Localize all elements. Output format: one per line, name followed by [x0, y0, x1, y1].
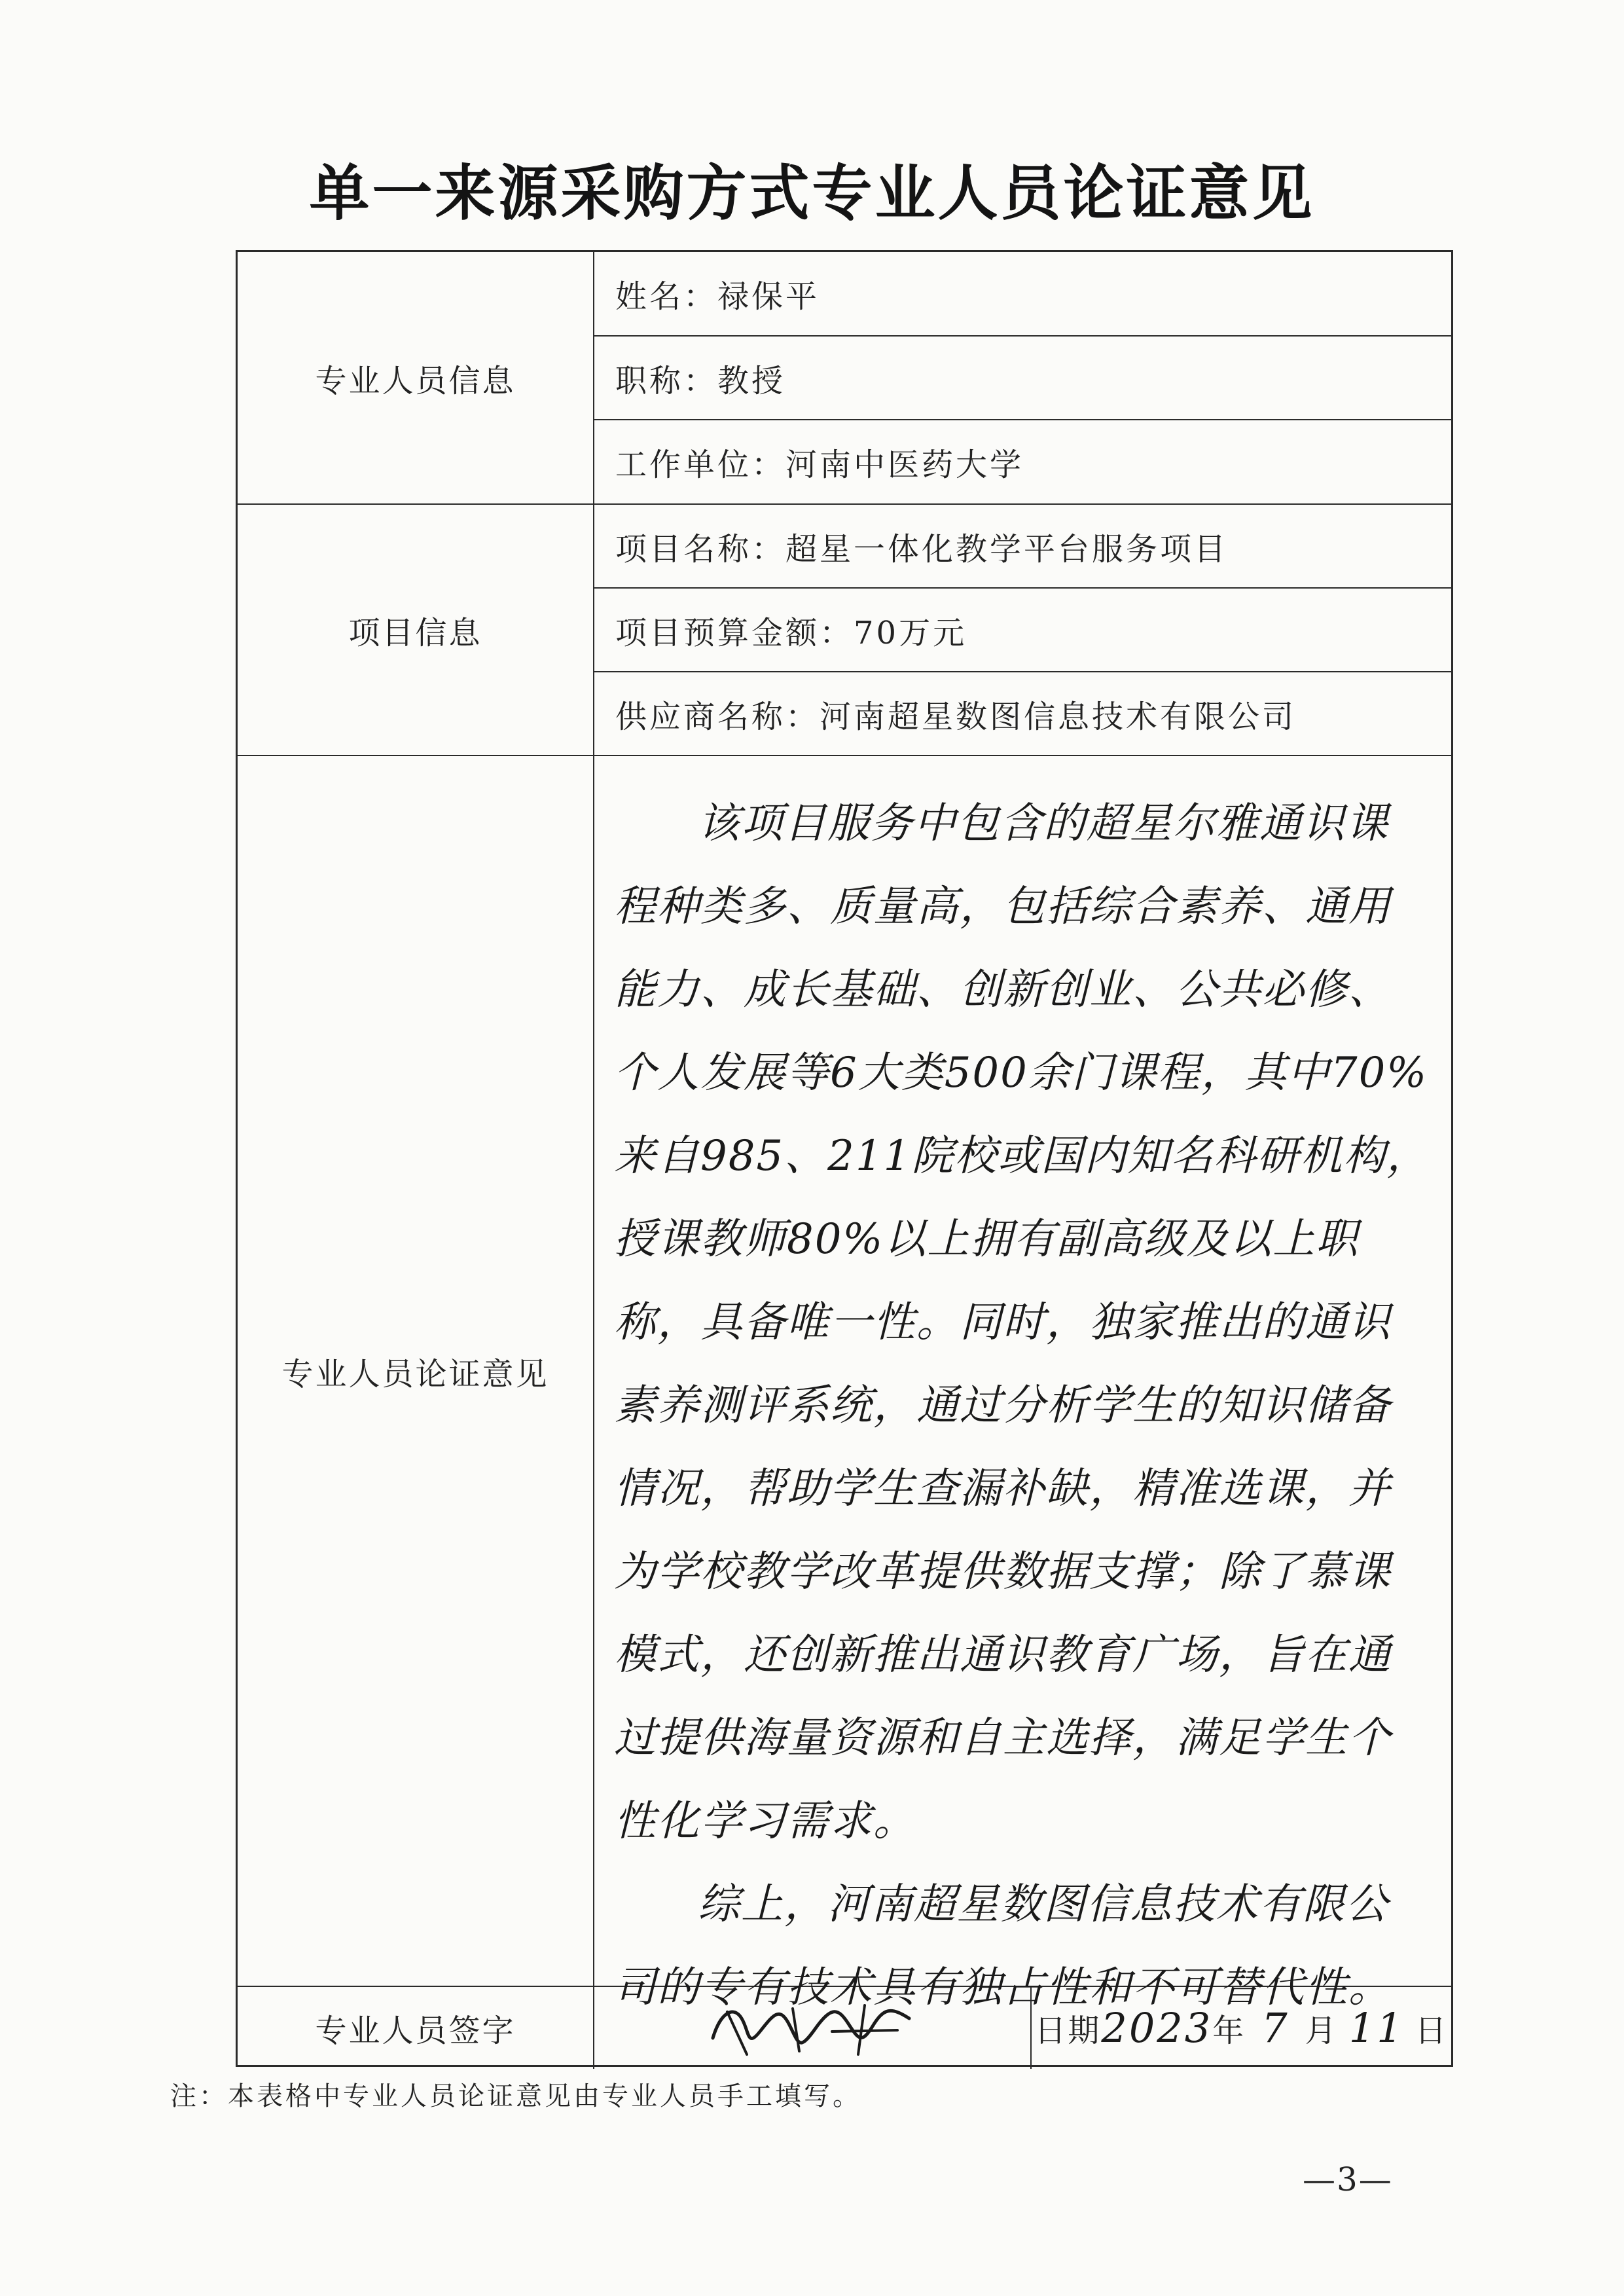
expert-employer: 工作单位：河南中医药大学: [615, 446, 1024, 484]
date-year: 2023: [1101, 2004, 1213, 2052]
signing-date: [1032, 1987, 1451, 2069]
expert-info-fields: [594, 252, 1451, 505]
opinion-label: 专业人员论证意见: [238, 756, 594, 1987]
date-day-unit: 日: [1415, 2013, 1449, 2049]
opinion-paragraph-1: 该项目服务中包含的超星尔雅通识课程种类多、质量高，包括综合素养、通用能力、成长基础、创新创业、公共必修、个人发展等6大类500余门课程，其中70%来自985、211院校或国内知名科研机构，授课教师80%以上拥有副高级及以上职称，具备唯一性。同时，独家推出的通识素养测评系统，通过分析学生的知识储备情况，帮助学生查漏补缺，精准选课，并为学校教学改革提供数据支撑；除了慕课模式，还创新推出通识教育广场，旨在通过提供海量资源和自主选择，满足学生个性化学习需求。: [614, 799, 1430, 1846]
signature-row: [594, 1987, 1451, 2069]
project-name: 项目名称：超星一体化教学平台服务项目: [594, 505, 1451, 589]
signature-label: 专业人员签字: [238, 1987, 594, 2069]
opinion-form-table: [236, 250, 1453, 2067]
expert-title: 职称：教授: [594, 337, 1451, 421]
expert-name: 姓名：禄保平: [594, 252, 1451, 337]
opinion-handwritten-text: [594, 756, 1451, 2012]
opinion-paragraph-2: 综上，河南超星数图信息技术有限公司的专有技术具有独占性和不可替代性。: [614, 1880, 1392, 2012]
date-month-unit: 月: [1305, 2013, 1339, 2049]
document-title: 单一来源采购方式专业人员论证意见: [309, 158, 1315, 228]
handwritten-signature: [594, 1987, 1032, 2069]
expert-info-label: 专业人员信息: [238, 252, 594, 505]
footnote: 注：本表格中专业人员论证意见由专业人员手工填写。: [170, 2081, 861, 2111]
date-month: 7: [1261, 2004, 1290, 2052]
project-info-fields: [594, 505, 1451, 756]
project-supplier: 供应商名称：河南超星数图信息技术有限公司: [615, 698, 1297, 735]
date-day: 11: [1348, 2004, 1405, 2052]
project-info-label: 项目信息: [238, 505, 594, 756]
date-year-unit: 年: [1212, 2013, 1246, 2049]
page-number: —3—: [1303, 2160, 1393, 2198]
project-budget: 项目预算金额：70万元: [594, 589, 1451, 672]
date-prefix: 日期: [1034, 2013, 1102, 2049]
signature-scribble-icon: [701, 1992, 924, 2064]
